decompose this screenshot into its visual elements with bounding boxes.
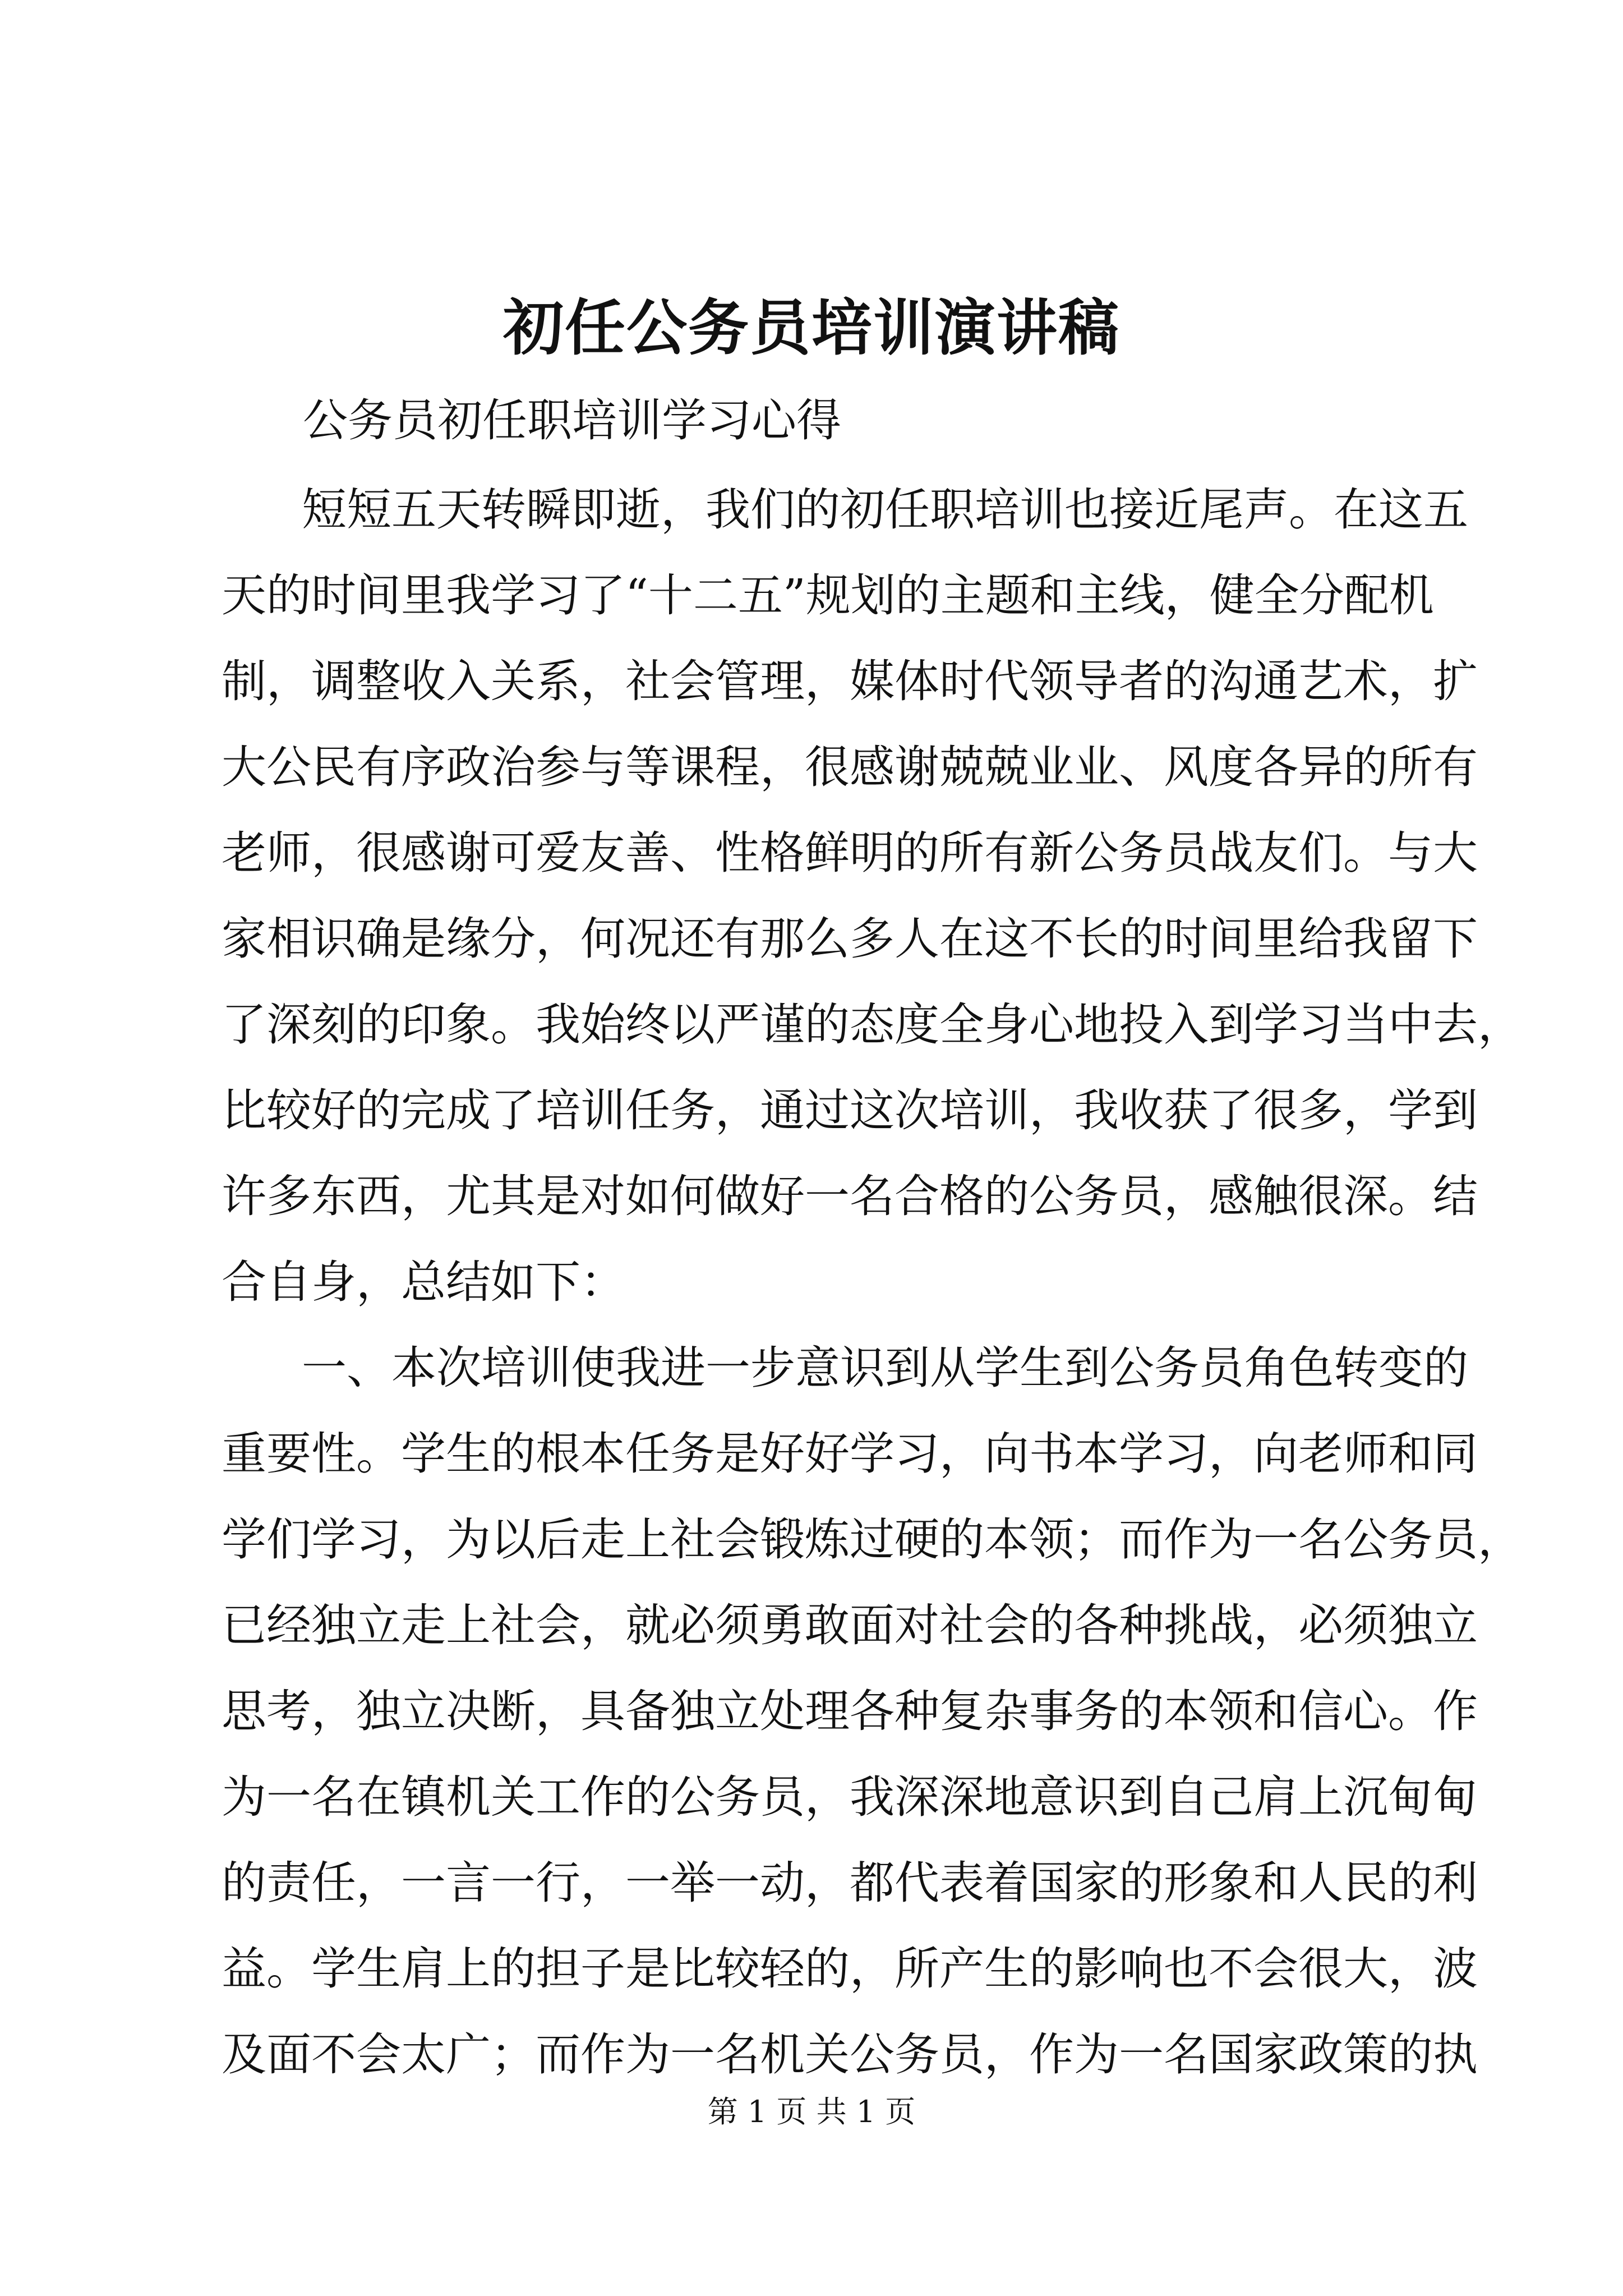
paragraph-2-line-6: 为一名在镇机关工作的公务员，我深深地意识到自己肩上沉甸甸 <box>222 1771 1478 1823</box>
paragraph-2-line-3: 学们学习，为以后走上社会锻炼过硬的本领；而作为一名公务员， <box>222 1513 1523 1566</box>
paragraph-1-line-8: 比较好的完成了培训任务，通过这次培训，我收获了很多，学到 <box>222 1084 1478 1137</box>
document-title: 初任公务员培训演讲稿 <box>502 293 1120 364</box>
document-subtitle: 公务员初任职培训学习心得 <box>303 394 841 447</box>
paragraph-1-line-4: 大公民有序政治参与等课程，很感谢兢兢业业、风度各异的所有 <box>222 741 1478 793</box>
document-body <box>222 467 1523 2097</box>
paragraph-1-line-5: 老师，很感谢可爱友善、性格鲜明的所有新公务员战友们。与大 <box>222 827 1478 879</box>
paragraph-2-line-4: 已经独立走上社会，就必须勇敢面对社会的各种挑战，必须独立 <box>222 1599 1478 1651</box>
page-number-footer: 第 1 页 共 1 页 <box>707 2094 916 2129</box>
paragraph-1-line-10: 合自身，总结如下： <box>222 1256 625 1308</box>
paragraph-1-line-1: 短短五天转瞬即逝，我们的初任职培训也接近尾声。在这五 <box>302 484 1468 536</box>
paragraph-2-line-9: 及面不会太广；而作为一名机关公务员，作为一名国家政策的执 <box>222 2028 1478 2081</box>
paragraph-1-line-2: 天的时间里我学习了“十二五”规划的主题和主线，健全分配机 <box>222 569 1434 622</box>
paragraph-1-line-6: 家相识确是缘分，何况还有那么多人在这不长的时间里给我留下 <box>222 913 1478 965</box>
paragraph-1-line-9: 许多东西，尤其是对如何做好一名合格的公务员，感触很深。结 <box>222 1170 1478 1222</box>
paragraph-1-line-7: 了深刻的印象。我始终以严谨的态度全身心地投入到学习当中去， <box>222 999 1523 1051</box>
paragraph-2-line-2: 重要性。学生的根本任务是好好学习，向书本学习，向老师和同 <box>222 1428 1478 1480</box>
paragraph-2-line-1: 一、本次培训使我进一步意识到从学生到公务员角色转变的 <box>302 1342 1468 1394</box>
paragraph-2-line-5: 思考，独立决断，具备独立处理各种复杂事务的本领和信心。作 <box>222 1685 1478 1737</box>
paragraph-2-line-8: 益。学生肩上的担子是比较轻的，所产生的影响也不会很大，波 <box>222 1943 1478 1995</box>
paragraph-1-line-3: 制，调整收入关系，社会管理，媒体时代领导者的沟通艺术，扩 <box>222 655 1478 707</box>
paragraph-2-line-7: 的责任，一言一行，一举一动，都代表着国家的形象和人民的利 <box>222 1857 1478 1909</box>
